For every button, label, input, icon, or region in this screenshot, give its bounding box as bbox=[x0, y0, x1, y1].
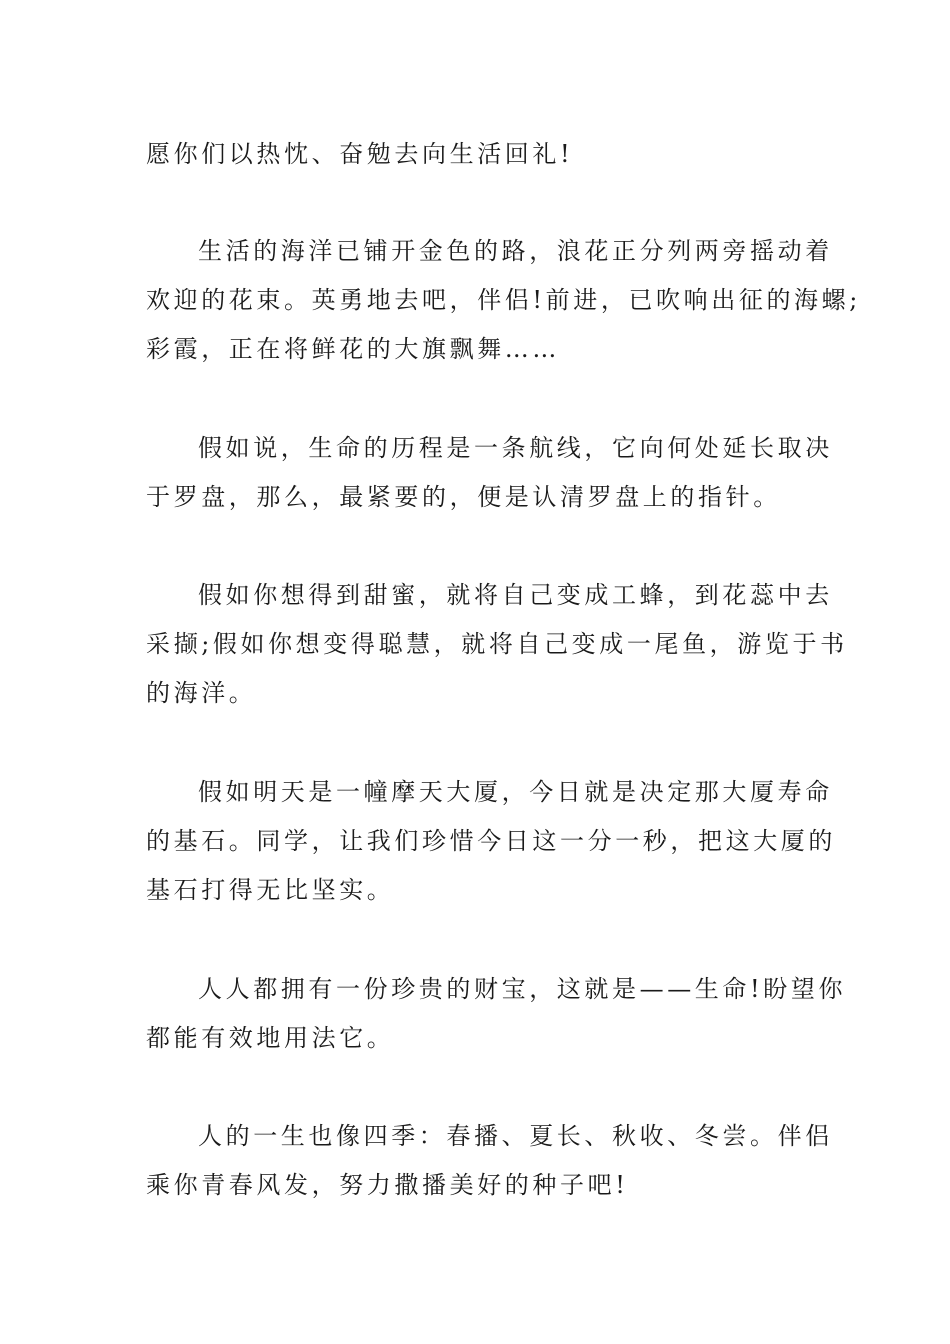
paragraph-line: 假如明天是一幢摩天大厦，今日就是决定那大厦寿命 bbox=[198, 778, 833, 806]
paragraph-line: 愿你们以热忱、奋勉去向生活回礼! bbox=[146, 140, 574, 168]
paragraph-line: 彩霞，正在将鲜花的大旗飘舞…… bbox=[146, 335, 560, 363]
paragraph-line: 基石打得无比坚实。 bbox=[146, 876, 395, 904]
paragraph-line: 假如说，生命的历程是一条航线，它向何处延长取决 bbox=[198, 434, 833, 462]
paragraph-line: 人人都拥有一份珍贵的财宝，这就是——生命!盼望你 bbox=[198, 975, 847, 1003]
paragraph-line: 都能有效地用法它。 bbox=[146, 1024, 395, 1052]
paragraph-line: 人的一生也像四季：春播、夏长、秋收、冬尝。伴侣 bbox=[198, 1122, 833, 1150]
paragraph-line: 的基石。同学，让我们珍惜今日这一分一秒，把这大厦的 bbox=[146, 827, 836, 855]
paragraph-line: 生活的海洋已铺开金色的路，浪花正分列两旁摇动着 bbox=[198, 237, 833, 265]
paragraph-line: 欢迎的花束。英勇地去吧，伴侣!前进，已吹响出征的海螺; bbox=[146, 286, 861, 314]
paragraph-line: 乘你青春风发，努力撒播美好的种子吧! bbox=[146, 1171, 629, 1199]
paragraph-line: 的海洋。 bbox=[146, 679, 257, 707]
paragraph-line: 于罗盘，那么，最紧要的，便是认清罗盘上的指针。 bbox=[146, 483, 781, 511]
paragraph-line: 假如你想得到甜蜜，就将自己变成工蜂，到花蕊中去 bbox=[198, 581, 833, 609]
paragraph-line: 采撷;假如你想变得聪慧，就将自己变成一尾鱼，游览于书 bbox=[146, 630, 848, 658]
